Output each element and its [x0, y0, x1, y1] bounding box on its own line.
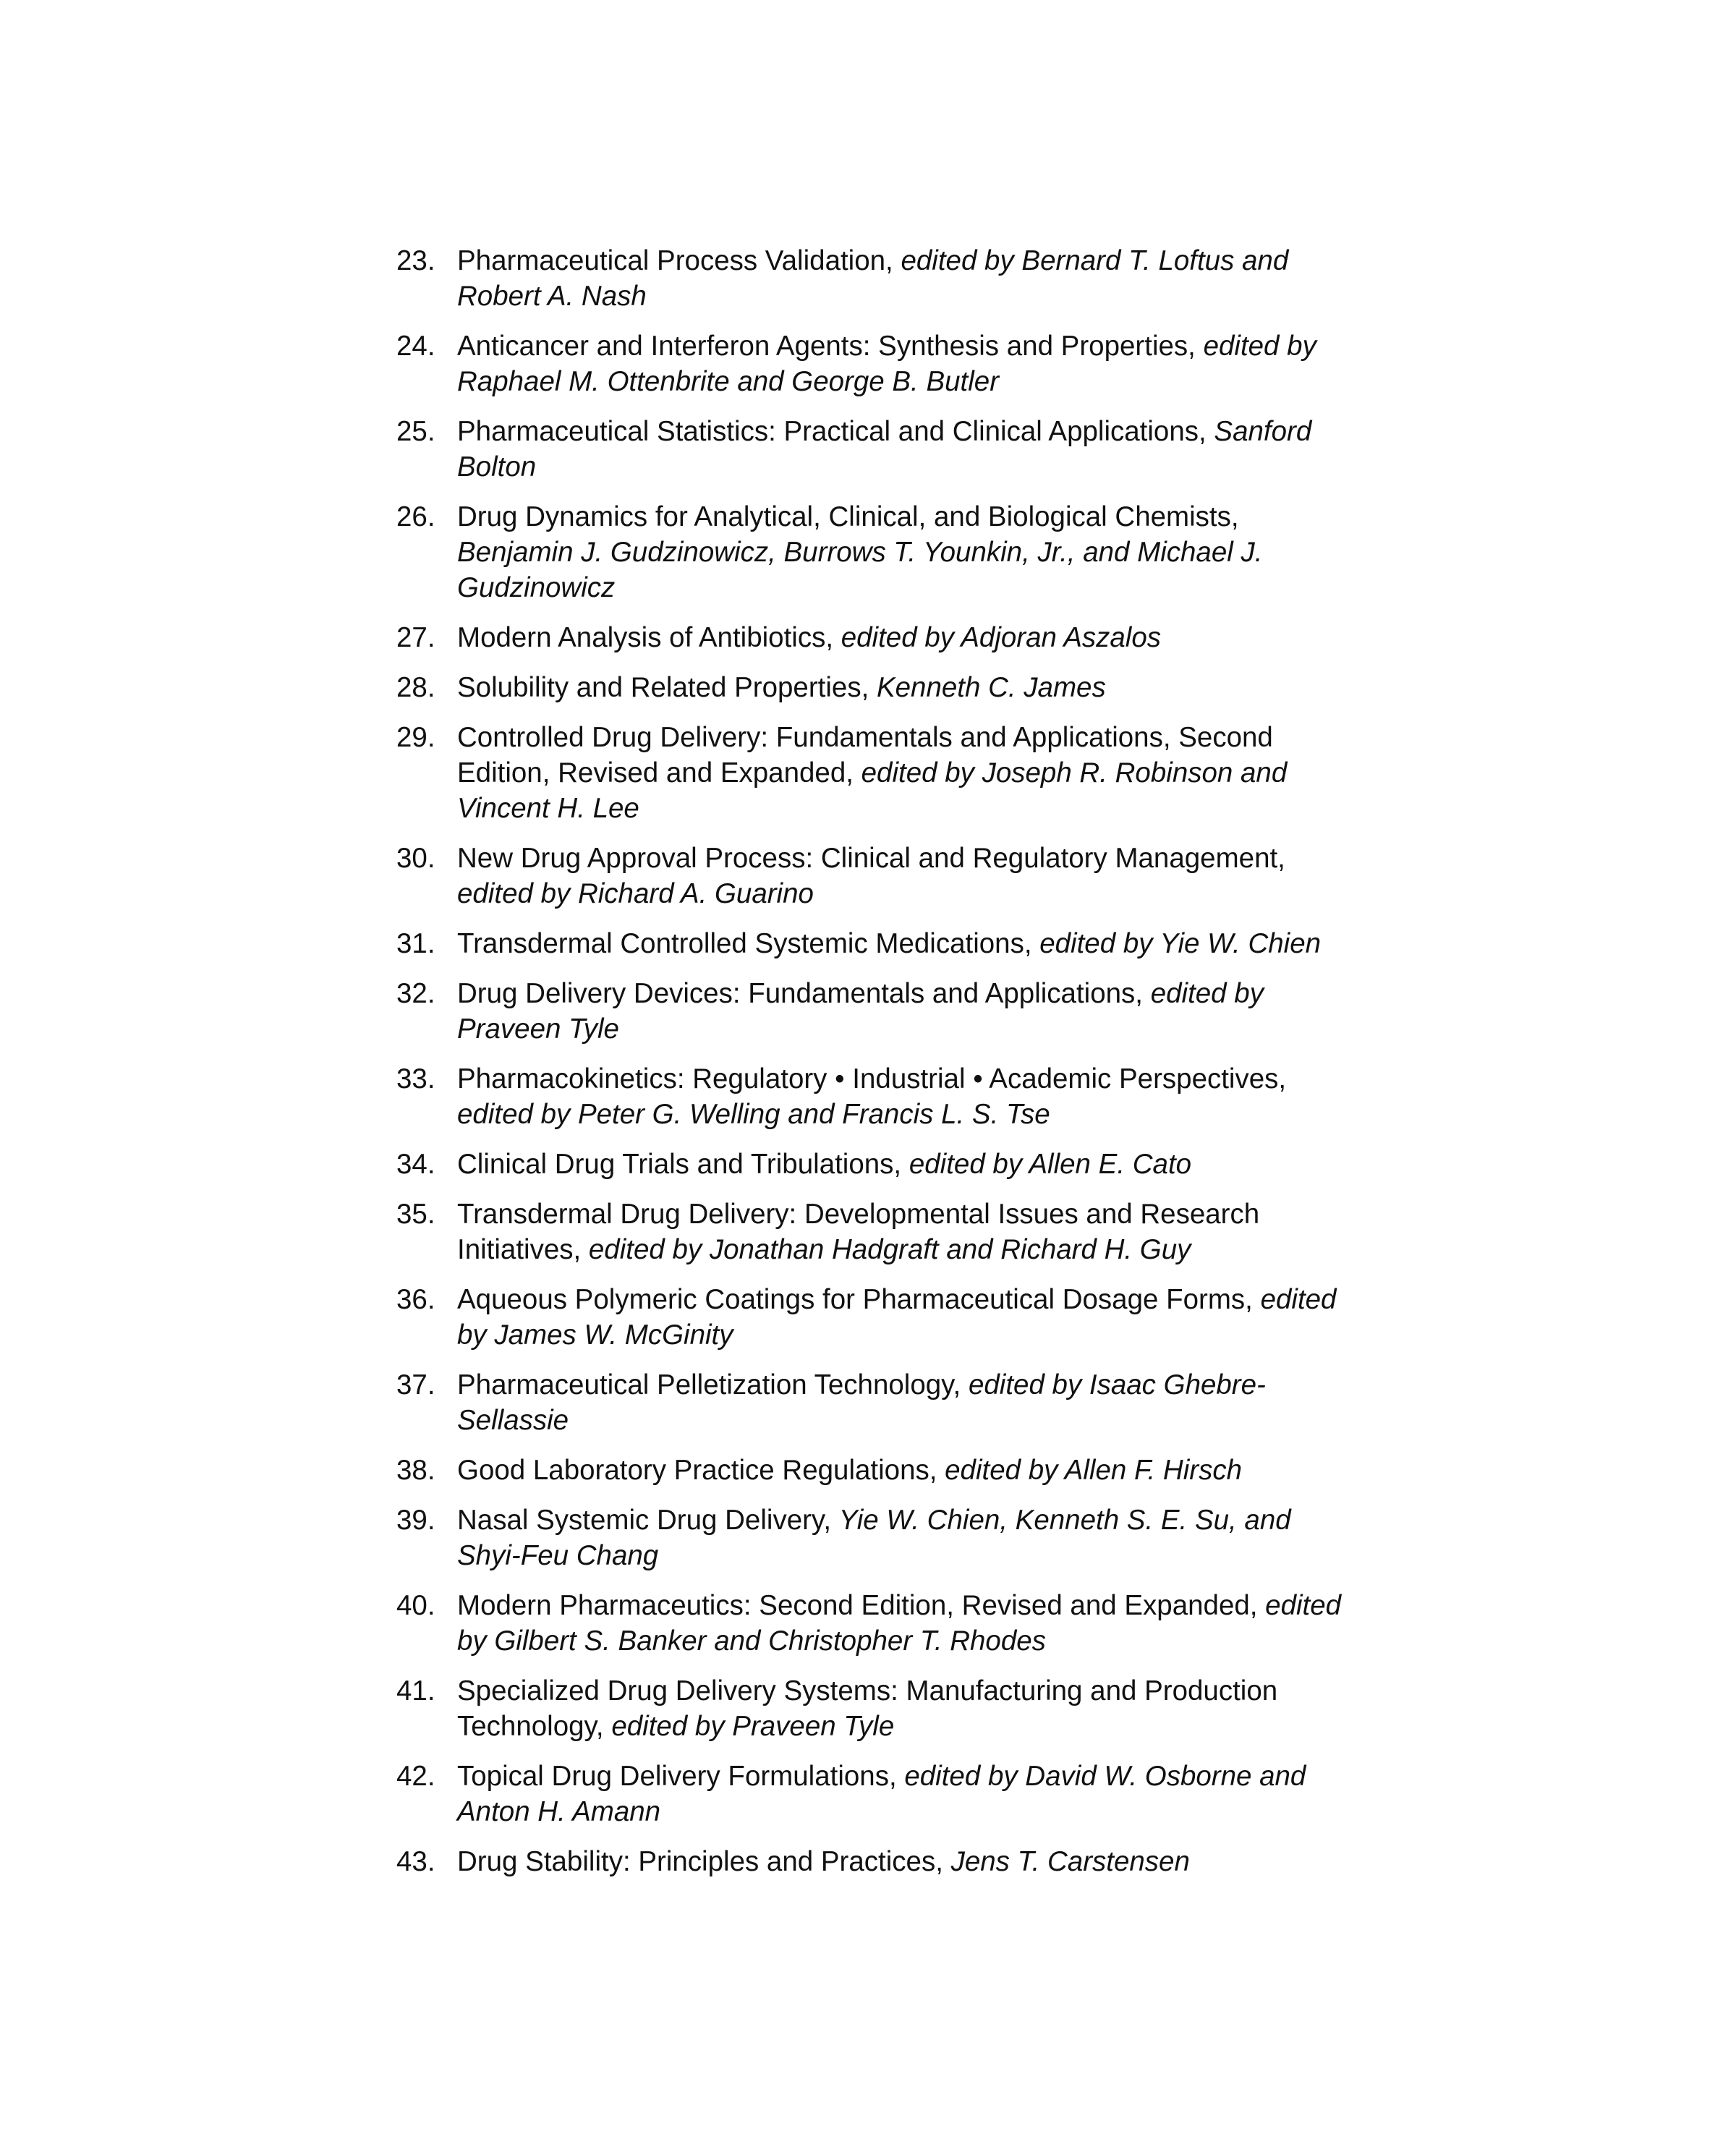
series-entry-27 — [396, 620, 1360, 655]
entry-byline: edited by Praveen Tyle — [457, 978, 1264, 1045]
entry-number: 43. — [396, 1846, 435, 1877]
entry-title: Nasal Systemic Drug Delivery, — [457, 1505, 839, 1536]
entry-title: Modern Analysis of Antibiotics, — [457, 622, 841, 653]
entry-title: New Drug Approval Process: Clinical and Regulatory Management, — [457, 843, 1285, 874]
entry-byline: edited by David W. Osborne and Anton H. Amann — [457, 1761, 1306, 1827]
series-entry-34 — [396, 1147, 1360, 1182]
entry-title: Pharmaceutical Pelletization Technology, — [457, 1369, 969, 1400]
entry-number: 31. — [396, 928, 435, 959]
entry-number: 30. — [396, 843, 435, 874]
entry-number: 37. — [396, 1369, 435, 1400]
entry-number: 35. — [396, 1199, 435, 1230]
entry-byline: Yie W. Chien, Kenneth S. E. Su, and Shyi-Feu Chang — [457, 1505, 1291, 1571]
entry-title: Controlled Drug Delivery: Fundamentals and Applications, Second Edition, Revised and Expanded, — [457, 722, 1273, 788]
entry-number: 25. — [396, 416, 435, 447]
entry-title: Aqueous Polymeric Coatings for Pharmaceutical Dosage Forms, — [457, 1284, 1261, 1315]
entry-title: Pharmaceutical Statistics: Practical and Clinical Applications, — [457, 416, 1214, 447]
entry-number: 42. — [396, 1761, 435, 1792]
entry-number: 36. — [396, 1284, 435, 1315]
series-entry-28 — [396, 670, 1360, 705]
entry-title: Anticancer and Interferon Agents: Synthesis and Properties, — [457, 331, 1204, 362]
series-entry-33 — [396, 1061, 1360, 1132]
series-entry-42 — [396, 1759, 1360, 1829]
entry-byline: edited by Gilbert S. Banker and Christopher T. Rhodes — [457, 1590, 1342, 1657]
entry-number: 38. — [396, 1455, 435, 1486]
series-entry-23 — [396, 243, 1360, 314]
series-entry-32 — [396, 976, 1360, 1047]
series-entry-26 — [396, 499, 1360, 605]
entry-number: 28. — [396, 672, 435, 703]
entry-title: Pharmaceutical Process Validation, — [457, 245, 901, 276]
entry-byline: edited by Adjoran Aszalos — [841, 622, 1162, 653]
entry-title: Topical Drug Delivery Formulations, — [457, 1761, 905, 1792]
series-entry-41 — [396, 1673, 1360, 1744]
series-entry-24 — [396, 328, 1360, 399]
entry-byline: edited by Praveen Tyle — [611, 1711, 895, 1742]
entry-byline: Kenneth C. James — [876, 672, 1106, 703]
entry-byline: edited by Yie W. Chien — [1039, 928, 1322, 959]
series-entry-38 — [396, 1453, 1360, 1488]
series-list — [396, 243, 1360, 1894]
entry-byline: Sanford Bolton — [457, 416, 1312, 483]
entry-byline: edited by Richard A. Guarino — [457, 878, 814, 909]
entry-title: Transdermal Drug Delivery: Developmental Issues and Research Initiatives, — [457, 1199, 1260, 1265]
series-entry-31 — [396, 926, 1360, 961]
entry-byline: edited by Bernard T. Loftus and Robert A. Nash — [457, 245, 1289, 312]
entry-number: 24. — [396, 331, 435, 362]
entry-byline: edited by Isaac Ghebre-Sellassie — [457, 1369, 1266, 1436]
entry-number: 40. — [396, 1590, 435, 1621]
entry-number: 34. — [396, 1149, 435, 1180]
entry-title: Solubility and Related Properties, — [457, 672, 877, 703]
entry-number: 41. — [396, 1675, 435, 1706]
series-entry-25 — [396, 414, 1360, 485]
series-entry-30 — [396, 841, 1360, 911]
entry-number: 33. — [396, 1063, 435, 1094]
entry-number: 27. — [396, 622, 435, 653]
entry-title: Drug Stability: Principles and Practices, — [457, 1846, 951, 1877]
entry-byline: edited by Raphael M. Ottenbrite and George B. Butler — [457, 331, 1316, 397]
entry-number: 23. — [396, 245, 435, 276]
entry-byline: edited by Peter G. Welling and Francis L. S. Tse — [457, 1099, 1050, 1130]
entry-number: 39. — [396, 1505, 435, 1536]
series-entry-39 — [396, 1502, 1360, 1573]
entry-byline: edited by Jonathan Hadgraft and Richard H. Guy — [588, 1234, 1191, 1265]
entry-number: 26. — [396, 501, 435, 532]
entry-byline: edited by James W. McGinity — [457, 1284, 1337, 1351]
series-entry-36 — [396, 1282, 1360, 1353]
entry-number: 29. — [396, 722, 435, 753]
entry-title: Specialized Drug Delivery Systems: Manufacturing and Production Technology, — [457, 1675, 1278, 1742]
entry-byline: edited by Allen E. Cato — [909, 1149, 1192, 1180]
series-entry-40 — [396, 1588, 1360, 1659]
entry-title: Transdermal Controlled Systemic Medications, — [457, 928, 1040, 959]
entry-title: Drug Delivery Devices: Fundamentals and Applications, — [457, 978, 1151, 1009]
series-entry-29 — [396, 720, 1360, 826]
series-entry-37 — [396, 1367, 1360, 1438]
entry-byline: Benjamin J. Gudzinowicz, Burrows T. Younkin, Jr., and Michael J. Gudzinowicz — [457, 537, 1263, 603]
entry-title: Drug Dynamics for Analytical, Clinical, and Biological Chemists, — [457, 501, 1239, 532]
entry-title: Clinical Drug Trials and Tribulations, — [457, 1149, 909, 1180]
entry-number: 32. — [396, 978, 435, 1009]
series-entry-35 — [396, 1196, 1360, 1267]
entry-byline: edited by Allen F. Hirsch — [945, 1455, 1243, 1486]
series-entry-43 — [396, 1844, 1360, 1879]
entry-title: Pharmacokinetics: Regulatory • Industrial • Academic Perspectives, — [457, 1063, 1287, 1094]
entry-title: Good Laboratory Practice Regulations, — [457, 1455, 945, 1486]
entry-byline: edited by Joseph R. Robinson and Vincent H. Lee — [457, 757, 1288, 824]
entry-byline: Jens T. Carstensen — [950, 1846, 1190, 1877]
entry-title: Modern Pharmaceutics: Second Edition, Revised and Expanded, — [457, 1590, 1266, 1621]
